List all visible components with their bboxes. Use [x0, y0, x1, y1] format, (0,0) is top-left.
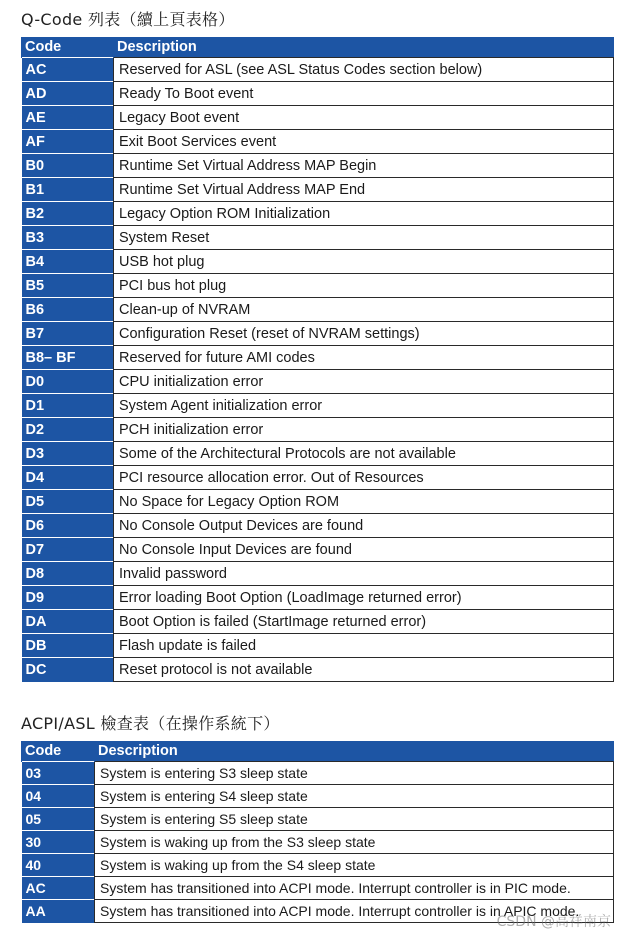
code-cell: AA	[22, 900, 95, 923]
description-cell: Ready To Boot event	[114, 82, 614, 106]
description-cell: System Agent initialization error	[114, 394, 614, 418]
table-row	[22, 808, 614, 831]
description-cell: System is waking up from the S4 sleep state	[95, 854, 614, 877]
code-cell: B7	[22, 322, 114, 346]
table-row	[22, 466, 614, 490]
description-cell: Error loading Boot Option (LoadImage returned error)	[114, 586, 614, 610]
table-row	[22, 106, 614, 130]
table-row	[22, 610, 614, 634]
description-cell: Legacy Option ROM Initialization	[114, 202, 614, 226]
code-cell: D1	[22, 394, 114, 418]
code-cell: D3	[22, 442, 114, 466]
table-row	[22, 562, 614, 586]
description-cell: Some of the Architectural Protocols are not available	[114, 442, 614, 466]
description-cell: USB hot plug	[114, 250, 614, 274]
table-row	[22, 58, 614, 82]
description-cell: PCH initialization error	[114, 418, 614, 442]
table-row	[22, 854, 614, 877]
description-cell: Runtime Set Virtual Address MAP Begin	[114, 154, 614, 178]
qcode-table	[21, 37, 614, 682]
code-cell: B4	[22, 250, 114, 274]
table-row	[22, 298, 614, 322]
code-cell: DA	[22, 610, 114, 634]
code-cell: D6	[22, 514, 114, 538]
description-cell: Invalid password	[114, 562, 614, 586]
code-cell: AE	[22, 106, 114, 130]
code-cell: 30	[22, 831, 95, 854]
table-row	[22, 514, 614, 538]
description-cell: System is entering S3 sleep state	[95, 762, 614, 785]
table-row	[22, 785, 614, 808]
description-cell: Configuration Reset (reset of NVRAM settings)	[114, 322, 614, 346]
code-cell: 05	[22, 808, 95, 831]
description-cell: No Space for Legacy Option ROM	[114, 490, 614, 514]
description-cell: Runtime Set Virtual Address MAP End	[114, 178, 614, 202]
code-cell: B3	[22, 226, 114, 250]
code-cell: B0	[22, 154, 114, 178]
table-row	[22, 346, 614, 370]
code-cell: AC	[22, 58, 114, 82]
table-row	[22, 274, 614, 298]
watermark: CSDN @高祥南京	[496, 914, 611, 930]
code-cell: AF	[22, 130, 114, 154]
acpi-asl-table	[21, 741, 614, 923]
code-cell: B2	[22, 202, 114, 226]
description-cell: Reserved for ASL (see ASL Status Codes section below)	[114, 58, 614, 82]
code-cell: AC	[22, 877, 95, 900]
code-cell: D9	[22, 586, 114, 610]
code-cell: D7	[22, 538, 114, 562]
table-row	[22, 202, 614, 226]
description-cell: Exit Boot Services event	[114, 130, 614, 154]
table-row	[22, 658, 614, 682]
description-column-header: Description	[95, 741, 614, 762]
table-row	[22, 82, 614, 106]
table-row	[22, 634, 614, 658]
description-cell: System has transitioned into ACPI mode. Interrupt controller is in APIC mode.	[95, 900, 614, 923]
table-row	[22, 226, 614, 250]
table-row	[22, 418, 614, 442]
acpi-table-title: ACPI/ASL 檢查表（在操作系統下）	[21, 714, 280, 733]
code-column-header: Code	[22, 37, 114, 58]
table-row	[22, 394, 614, 418]
description-cell: Boot Option is failed (StartImage returned error)	[114, 610, 614, 634]
table-row	[22, 250, 614, 274]
description-cell: Flash update is failed	[114, 634, 614, 658]
description-cell: System Reset	[114, 226, 614, 250]
table-row	[22, 322, 614, 346]
description-cell: System is entering S5 sleep state	[95, 808, 614, 831]
code-cell: DC	[22, 658, 114, 682]
code-cell: D0	[22, 370, 114, 394]
code-column-header: Code	[22, 741, 95, 762]
description-cell: No Console Output Devices are found	[114, 514, 614, 538]
code-cell: 04	[22, 785, 95, 808]
description-cell: System has transitioned into ACPI mode. Interrupt controller is in PIC mode.	[95, 877, 614, 900]
code-cell: B8– BF	[22, 346, 114, 370]
code-cell: D4	[22, 466, 114, 490]
code-cell: 40	[22, 854, 95, 877]
description-cell: Legacy Boot event	[114, 106, 614, 130]
table-row	[22, 586, 614, 610]
description-cell: CPU initialization error	[114, 370, 614, 394]
code-cell: D2	[22, 418, 114, 442]
code-cell: AD	[22, 82, 114, 106]
description-cell: Reset protocol is not available	[114, 658, 614, 682]
description-cell: PCI resource allocation error. Out of Resources	[114, 466, 614, 490]
code-cell: B5	[22, 274, 114, 298]
table-row	[22, 762, 614, 785]
table-row	[22, 877, 614, 900]
description-cell: Clean-up of NVRAM	[114, 298, 614, 322]
code-cell: B1	[22, 178, 114, 202]
description-cell: PCI bus hot plug	[114, 274, 614, 298]
description-cell: Reserved for future AMI codes	[114, 346, 614, 370]
table-row	[22, 538, 614, 562]
code-cell: 03	[22, 762, 95, 785]
code-cell: D5	[22, 490, 114, 514]
table-row	[22, 442, 614, 466]
table-row	[22, 154, 614, 178]
description-column-header: Description	[114, 37, 614, 58]
table-row	[22, 130, 614, 154]
code-cell: D8	[22, 562, 114, 586]
table-row	[22, 831, 614, 854]
table-header-row	[22, 741, 614, 762]
table-row	[22, 370, 614, 394]
table-row	[22, 490, 614, 514]
code-cell: DB	[22, 634, 114, 658]
description-cell: System is waking up from the S3 sleep state	[95, 831, 614, 854]
table-row	[22, 178, 614, 202]
description-cell: System is entering S4 sleep state	[95, 785, 614, 808]
code-cell: B6	[22, 298, 114, 322]
qcode-table-title: Q-Code 列表（續上頁表格）	[21, 10, 235, 29]
table-header-row	[22, 37, 614, 58]
description-cell: No Console Input Devices are found	[114, 538, 614, 562]
